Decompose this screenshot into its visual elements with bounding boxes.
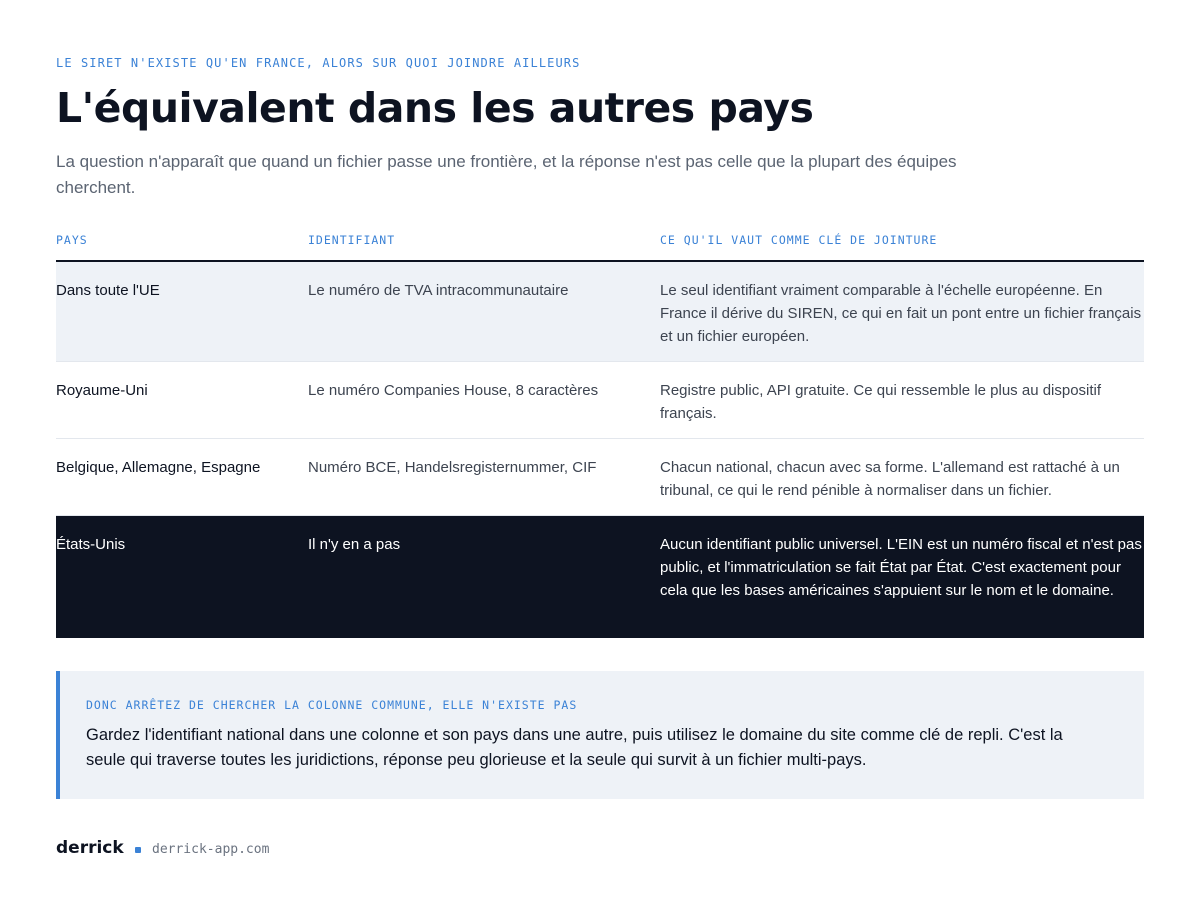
cell-pays: Belgique, Allemagne, Espagne bbox=[56, 459, 261, 476]
brand-logo: derrick bbox=[56, 838, 124, 858]
table-row-highlighted bbox=[56, 516, 1144, 638]
cell-valeur: Registre public, API gratuite. Ce qui ressemble le plus au dispositif français. bbox=[660, 382, 1102, 422]
cell-identifiant: Il n'y en a pas bbox=[308, 536, 401, 553]
eyebrow: LE SIRET N'EXISTE QU'EN FRANCE, ALORS SUR QUOI JOINDRE AILLEURS bbox=[56, 56, 581, 70]
table-row bbox=[56, 262, 1144, 362]
table-header bbox=[56, 226, 1144, 262]
cell-pays: Royaume-Uni bbox=[56, 382, 148, 399]
column-header-identifiant: IDENTIFIANT bbox=[308, 233, 396, 247]
callout-box bbox=[56, 671, 1144, 799]
country-identifier-table bbox=[56, 226, 1144, 638]
table-row bbox=[56, 439, 1144, 516]
footer-domain: derrick-app.com bbox=[152, 842, 270, 857]
cell-valeur: Chacun national, chacun avec sa forme. L'allemand est rattaché à un tribunal, ce qui le rend pénible à normaliser dans un fichier. bbox=[660, 459, 1120, 499]
cell-identifiant: Le numéro Companies House, 8 caractères bbox=[308, 382, 599, 399]
callout-eyebrow: DONC ARRÊTEZ DE CHERCHER LA COLONNE COMMUNE, ELLE N'EXISTE PAS bbox=[86, 698, 578, 712]
cell-valeur: Le seul identifiant vraiment comparable à l'échelle européenne. En France il dérive du SIREN, ce qui en fait un pont entre un fichier français et un fichier européen. bbox=[660, 282, 1142, 345]
table-row bbox=[56, 362, 1144, 439]
cell-pays: États-Unis bbox=[56, 536, 126, 553]
page-title: L'équivalent dans les autres pays bbox=[56, 84, 814, 132]
cell-pays: Dans toute l'UE bbox=[56, 282, 160, 299]
callout-body: Gardez l'identifiant national dans une colonne et son pays dans une autre, puis utilisez le domaine du site comme clé de repli. C'est la seule qui traverse toutes les juridictions, réponse peu glorieuse et la seule qui survit à un fichier multi-pays. bbox=[86, 726, 1063, 769]
column-header-pays: PAYS bbox=[56, 233, 88, 247]
page-subtitle: La question n'apparaît que quand un fichier passe une frontière, et la réponse n'est pas celle que la plupart des équipes cherchent. bbox=[56, 152, 957, 197]
cell-valeur: Aucun identifiant public universel. L'EIN est un numéro fiscal et n'est pas public, et l'immatriculation se fait État par État. C'est exactement pour cela que les bases américaines s'appuient sur le nom et le domaine. bbox=[660, 536, 1142, 599]
cell-identifiant: Le numéro de TVA intracommunautaire bbox=[308, 282, 569, 299]
separator-dot-icon bbox=[135, 847, 141, 853]
column-header-cle: CE QU'IL VAUT COMME CLÉ DE JOINTURE bbox=[660, 233, 938, 247]
cell-identifiant: Numéro BCE, Handelsregisternummer, CIF bbox=[308, 459, 597, 476]
